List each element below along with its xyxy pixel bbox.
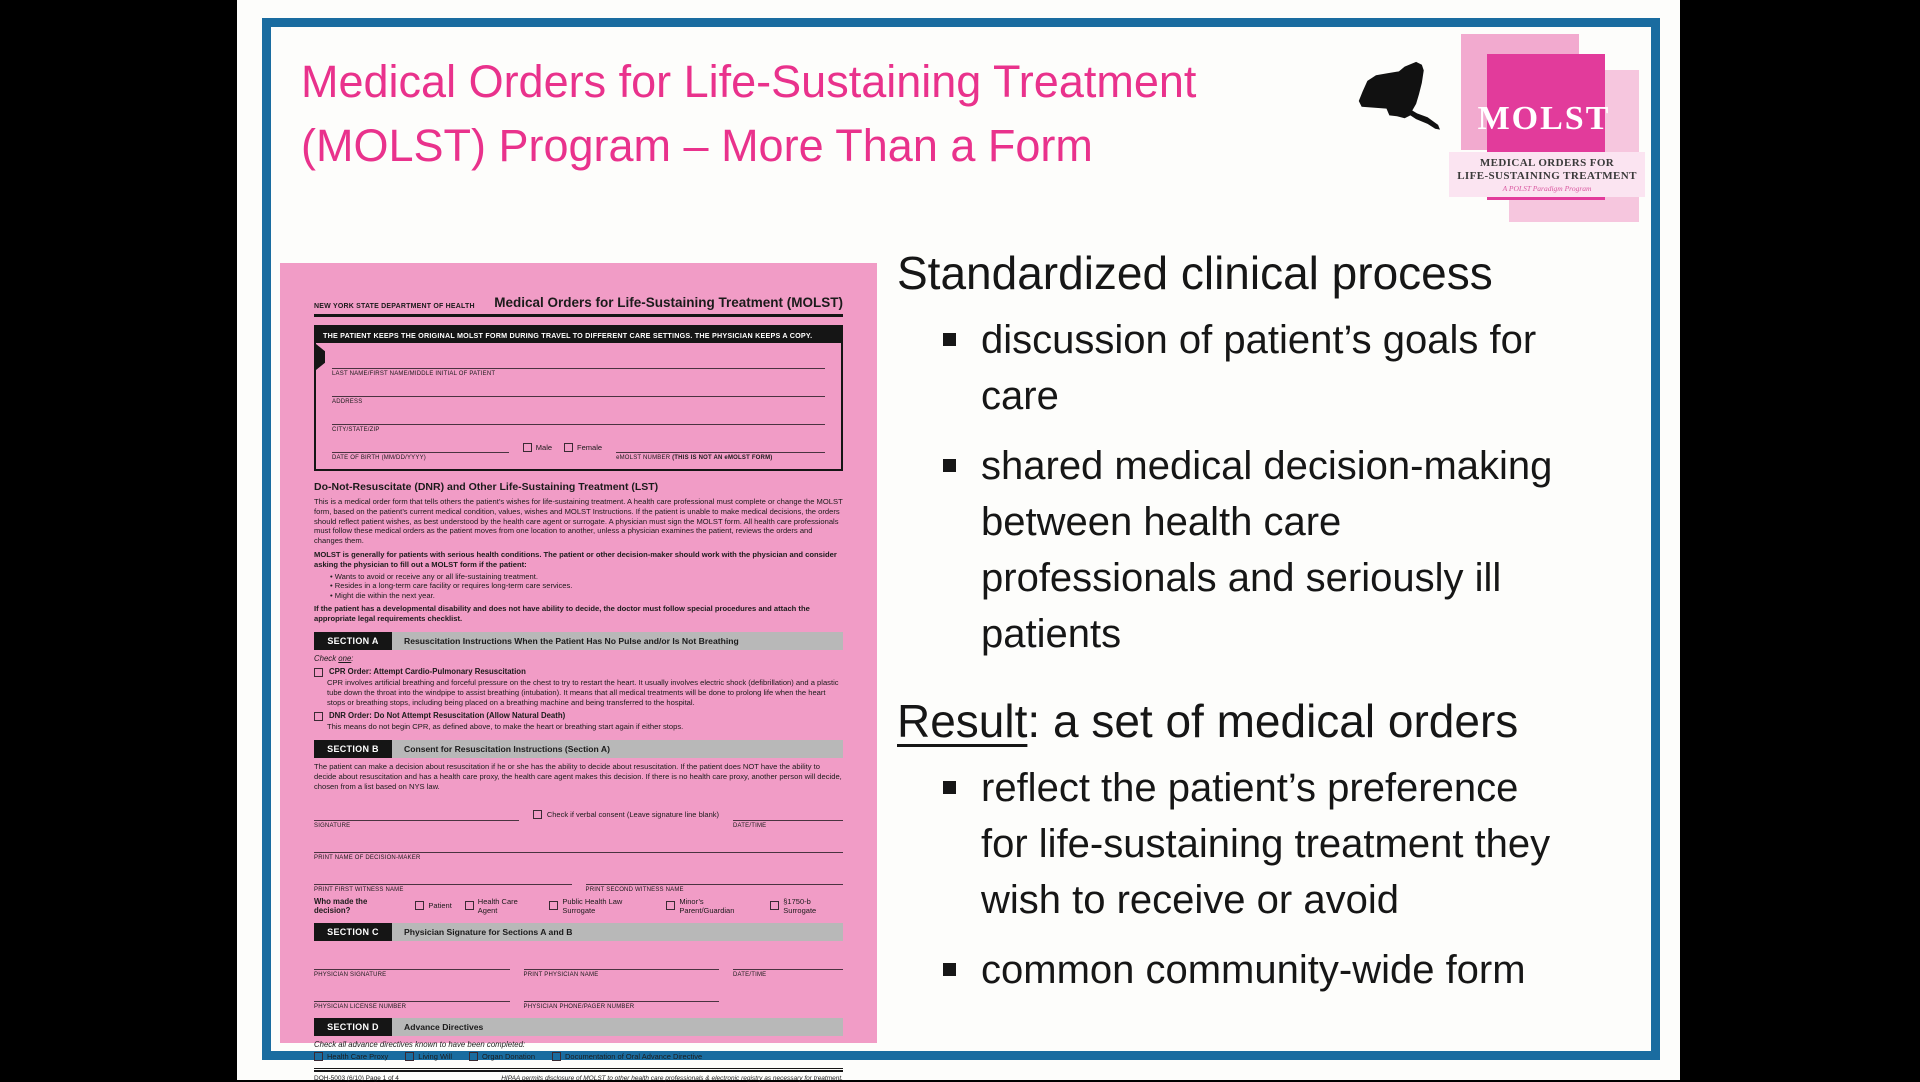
section-b-bar <box>314 740 843 758</box>
checkbox-icon <box>770 901 779 910</box>
bullet-line: between health care <box>981 500 1342 544</box>
directive-option: Health Care Proxy <box>314 1052 388 1061</box>
section-c-title: Physician Signature for Sections A and B <box>392 923 843 941</box>
male-checkbox <box>523 443 552 452</box>
checkbox-icon <box>523 443 532 452</box>
section-c-bar <box>314 923 843 941</box>
address-field-label: ADDRESS <box>332 399 363 405</box>
dnr-bullet: • Resides in a long-term care facility or requires long-term care services. <box>330 581 843 591</box>
female-checkbox <box>564 443 602 452</box>
logo-subtitle-line1: MEDICAL ORDERS FOR <box>1479 157 1615 169</box>
logo-tagline: A POLST Paradigm Program <box>1502 184 1592 193</box>
address-field-line <box>332 382 825 397</box>
section-b-title: Consent for Resuscitation Instructions (Section A) <box>392 740 843 758</box>
form-agency: NEW YORK STATE DEPARTMENT OF HEALTH <box>314 303 475 310</box>
checkbox-icon <box>564 443 573 452</box>
logo-wordmark: MOLST <box>1477 100 1611 137</box>
physician-signature-label: PHYSICIAN SIGNATURE <box>314 971 387 978</box>
bullet-line: patients <box>981 612 1122 656</box>
who-option: §1750-b Surrogate <box>770 897 843 915</box>
bullet-item <box>897 942 1692 998</box>
female-label: Female <box>577 443 603 452</box>
bullet-square-icon <box>943 333 956 346</box>
section-b-paragraph: The patient can make a decision about resuscitation if he or she has the ability to decide about resuscitation. If the patient does NOT have the ability to decide about resuscitation and has a health care proxy, the health care agent makes this decision. If there is no health care proxy, another person will decide, chosen from a list based on NYS law. <box>314 762 842 791</box>
form-number: DOH-5003 (6/10) Page 1 of 4 <box>314 1075 399 1082</box>
checkbox-icon <box>405 1052 414 1061</box>
phone-line <box>524 987 720 1002</box>
dnr-order-description: This means do not begin CPR, as defined above, to make the heart or breathing start again if either stops. <box>327 722 684 732</box>
dnr-paragraph-3: If the patient has a developmental disability and does not have ability to decide, the doctor must follow special procedures and attach the appropriate legal requirements checklist. <box>314 604 810 624</box>
checkbox-icon <box>552 1052 561 1061</box>
advance-directives-instruction: Check all advance directives known to have been completed: <box>314 1039 526 1049</box>
bullet-square-icon <box>943 963 956 976</box>
signature-line <box>314 806 519 821</box>
section-d-title: Advance Directives <box>392 1018 843 1036</box>
check-one-instruction: Check one: <box>314 653 354 663</box>
molst-form-preview <box>280 263 877 1082</box>
dnr-paragraph-1: This is a medical order form that tells others the patient’s wishes for life-sustaining treatment. A health care professional must complete or change the MOLST form, based on the patient’s current medical condition, values, wishes and MOLST Instructions. If the patient is unable to make medical decisions, the orders should reflect patient wishes, as best understood by the health care agent or surrogate. A physician must sign the MOLST form. All health care professionals must follow these medical orders as the patient moves from one location to another, unless a physician examines the patient, reviews the orders and changes them. <box>314 497 843 546</box>
dnr-bullet-list <box>330 572 843 601</box>
logo-subtitle-line2: LIFE-SUSTAINING TREATMENT <box>1457 170 1637 182</box>
patient-keeps-banner: THE PATIENT KEEPS THE ORIGINAL MOLST FORM DURING TRAVEL TO DIFFERENT CARE SETTINGS. THE PHYSICIAN KEEPS A COPY. <box>316 327 841 343</box>
cpr-order-label: CPR Order: Attempt Cardio-Pulmonary Resuscitation <box>329 666 526 676</box>
physician-datetime-line <box>733 955 843 970</box>
male-label: Male <box>535 443 553 452</box>
checkbox-icon <box>415 901 424 910</box>
dnr-paragraph-2: MOLST is generally for patients with serious health conditions. The patient or other decision-maker should work with the physician and consider asking the physician to fill out a MOLST form if the patient: <box>314 549 837 569</box>
cpr-order-option <box>314 667 843 677</box>
license-label: PHYSICIAN LICENSE NUMBER <box>314 1003 407 1010</box>
slide-title <box>301 50 1196 178</box>
physician-datetime-label: DATE/TIME <box>733 971 767 978</box>
verbal-consent-option: Check if verbal consent (Leave signature line blank) <box>533 810 719 829</box>
who-question: Who made the decision? <box>314 896 368 915</box>
name-field-line <box>332 354 825 369</box>
dnr-order-option <box>314 711 843 721</box>
witness1-line <box>314 870 572 885</box>
slide-title-line1: Medical Orders for Life-Sustaining Treatment <box>301 56 1197 107</box>
who-option: Minor’s Parent/Guardian <box>666 897 757 915</box>
advance-directives-options <box>314 1052 843 1061</box>
hipaa-note: HIPAA permits disclosure of MOLST to other health care professionals & electronic registry as necessary for treatment. <box>501 1075 843 1082</box>
heading-result: Result: a set of medical orders <box>897 695 1519 747</box>
form-rule <box>314 314 843 317</box>
section-a-label: SECTION A <box>314 632 392 650</box>
molst-logo <box>1449 28 1645 234</box>
witness1-label: PRINT FIRST WITNESS NAME <box>314 886 404 893</box>
bullet-square-icon <box>943 459 956 472</box>
dnr-order-label: DNR Order: Do Not Attempt Resuscitation (Allow Natural Death) <box>329 711 566 721</box>
checkbox-icon <box>314 668 323 677</box>
datetime-label: DATE/TIME <box>733 822 767 829</box>
bullet-item <box>897 760 1692 928</box>
cpr-order-description: CPR involves artificial breathing and forceful pressure on the chest to try to restart the heart. It usually involves electric shock (defibrillation) and a plastic tube down the throat into the windpipe to assist breathing (intubation). It means that all medical treatments will be done to prolong life when the heart stops or breathing stops, including being placed on a breathing machine and being transferred to the hospital. <box>327 677 839 707</box>
decision-maker-label: PRINT NAME OF DECISION-MAKER <box>314 854 421 861</box>
section-a-title: Resuscitation Instructions When the Patient Has No Pulse and/or Is Not Breathing <box>392 632 843 650</box>
directive-option: Documentation of Oral Advance Directive <box>552 1052 702 1061</box>
who-made-decision-row <box>314 897 843 915</box>
dnr-bullet: • Wants to avoid or receive any or all life-sustaining treatment. <box>330 572 843 582</box>
emolst-field-line <box>616 438 825 453</box>
checkbox-icon <box>314 1052 323 1061</box>
bullet-line: wish to receive or avoid <box>981 878 1399 922</box>
bullet-item <box>897 312 1692 424</box>
directive-option: Living Will <box>405 1052 452 1061</box>
emolst-field-label: eMOLST NUMBER (THIS IS NOT AN eMOLST FORM) <box>616 455 773 461</box>
logo-subtitle-band <box>1449 152 1645 197</box>
checkbox-icon <box>666 901 675 910</box>
physician-name-label: PRINT PHYSICIAN NAME <box>523 971 599 978</box>
bullet-line: shared medical decision-making <box>981 444 1553 488</box>
checkbox-icon <box>549 901 558 910</box>
dnr-bullet: • Might die within the next year. <box>330 591 843 601</box>
form-footer-rule <box>314 1068 843 1073</box>
section-d-bar <box>314 1018 843 1036</box>
bullet-line: for life-sustaining treatment they <box>981 822 1551 866</box>
decision-maker-line <box>314 838 843 853</box>
phone-label: PHYSICIAN PHONE/PAGER NUMBER <box>523 1003 635 1010</box>
section-a-bar <box>314 632 843 650</box>
who-option: Patient <box>415 901 451 910</box>
physician-name-line <box>524 955 720 970</box>
who-option: Health Care Agent <box>465 897 537 915</box>
form-title: Medical Orders for Life-Sustaining Treatment (MOLST) <box>494 295 843 310</box>
slide-body-text <box>897 244 1692 1028</box>
section-b-label: SECTION B <box>314 740 392 758</box>
section-c-label: SECTION C <box>314 923 392 941</box>
slide-title-line2: (MOLST) Program – More Than a Form <box>301 120 1093 171</box>
bullet-line: common community-wide form <box>981 948 1526 992</box>
bullet-line: professionals and seriously ill <box>981 556 1502 600</box>
slide <box>237 0 1680 1080</box>
bullet-line: care <box>981 374 1059 418</box>
who-option: Public Health Law Surrogate <box>549 897 653 915</box>
city-field-line <box>332 410 825 425</box>
dob-field-line <box>332 438 509 453</box>
dob-field-label: DATE OF BIRTH (MM/DD/YYYY) <box>332 455 426 461</box>
patient-info-box <box>314 325 843 471</box>
directive-option: Organ Donation <box>469 1052 535 1061</box>
physician-signature-line <box>314 955 510 970</box>
dnr-heading: Do-Not-Resuscitate (DNR) and Other Life-Sustaining Treatment (LST) <box>314 481 659 493</box>
checkbox-icon <box>469 1052 478 1061</box>
datetime-line <box>733 806 843 821</box>
checkbox-icon <box>465 901 474 910</box>
checkbox-icon <box>314 712 323 721</box>
bullet-item <box>897 438 1692 662</box>
name-field-label: LAST NAME/FIRST NAME/MIDDLE INITIAL OF PATIENT <box>332 371 496 377</box>
witness2-line <box>586 870 844 885</box>
checkbox-icon <box>533 810 542 819</box>
section-d-label: SECTION D <box>314 1018 392 1036</box>
new-york-state-icon <box>1349 58 1445 144</box>
bullet-square-icon <box>943 781 956 794</box>
bullet-line: reflect the patient’s preference <box>981 766 1519 810</box>
city-field-label: CITY/STATE/ZIP <box>332 427 380 433</box>
signature-label: SIGNATURE <box>314 822 351 829</box>
heading-standardized-process: Standardized clinical process <box>897 247 1493 299</box>
bullet-line: discussion of patient’s goals for <box>981 318 1537 362</box>
license-line <box>314 987 510 1002</box>
witness2-label: PRINT SECOND WITNESS NAME <box>585 886 684 893</box>
